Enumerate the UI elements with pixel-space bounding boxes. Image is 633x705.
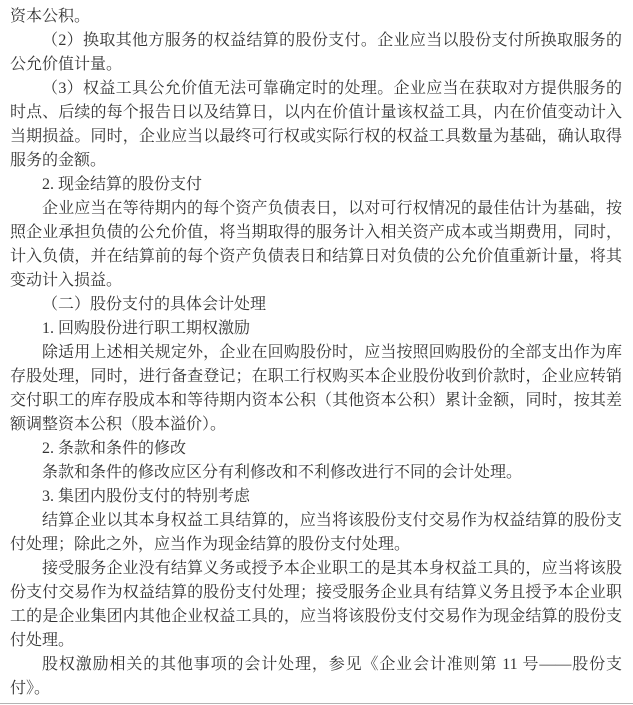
- section-heading: 3. 集团内股份支付的特别考虑: [42, 488, 251, 505]
- page-bottom-rule: [0, 703, 633, 704]
- paragraph: 条款和条件的修改应区分有利修改和不利修改进行不同的会计处理。: [42, 464, 523, 481]
- section-heading: 2. 现金结算的股份支付: [42, 176, 203, 193]
- paragraph: （3）权益工具公允价值无法可靠确定时的处理。企业应当在获取对方提供服务的时点、后续的每个报告日以及结算日，以内在价值计量该权益工具，内在价值变动计入当期损益。同时，企业应当以最终可行权或实际行权的权益工具数量为基础，确认取得服务的金额。: [10, 80, 622, 169]
- paragraph: 除适用上述相关规定外，企业在回购股份时，应当按照回购股份的全部支出作为库存股处理，同时，进行备查登记；在职工行权购买本企业股份收到价款时，企业应转销交付职工的库存股成本和等待期内资本公积（其他资本公积）累计金额，同时，按其差额调整资本公积（股本溢价）。: [10, 344, 622, 433]
- paragraph: 结算企业以其本身权益工具结算的，应当将该股份支付交易作为权益结算的股份支付处理；除此之外，应当作为现金结算的股份支付处理。: [10, 512, 622, 553]
- paragraph: 股权激励相关的其他事项的会计处理，参见《企业会计准则第 11 号——股份支付》。: [10, 656, 622, 697]
- paragraph: 企业应当在等待期内的每个资产负债表日，以对可行权情况的最佳估计为基础，按照企业承担负债的公允价值，将当期取得的服务计入相关资产成本或当期费用，同时，计入负债，并在结算前的每个资产负债表日和结算日对负债的公允价值重新计量，将其变动计入损益。: [10, 200, 622, 289]
- paragraph: 资本公积。: [10, 8, 91, 25]
- section-heading: （二）股份支付的具体会计处理: [42, 296, 267, 313]
- paragraph: 接受服务企业没有结算义务或授予本企业职工的是其本身权益工具的，应当将该股份支付交易作为权益结算的股份支付处理；接受服务企业具有结算义务且授予本企业职工的是企业集团内其他企业权益工具的，应当将该股份支付交易作为现金结算的股份支付处理。: [10, 560, 622, 649]
- document-body: [10, 5, 622, 701]
- section-heading: 2. 条款和条件的修改: [42, 440, 187, 457]
- paragraph: （2）换取其他方服务的权益结算的股份支付。企业应当以股份支付所换取服务的公允价值计量。: [10, 32, 622, 73]
- section-heading: 1. 回购股份进行职工期权激励: [42, 320, 251, 337]
